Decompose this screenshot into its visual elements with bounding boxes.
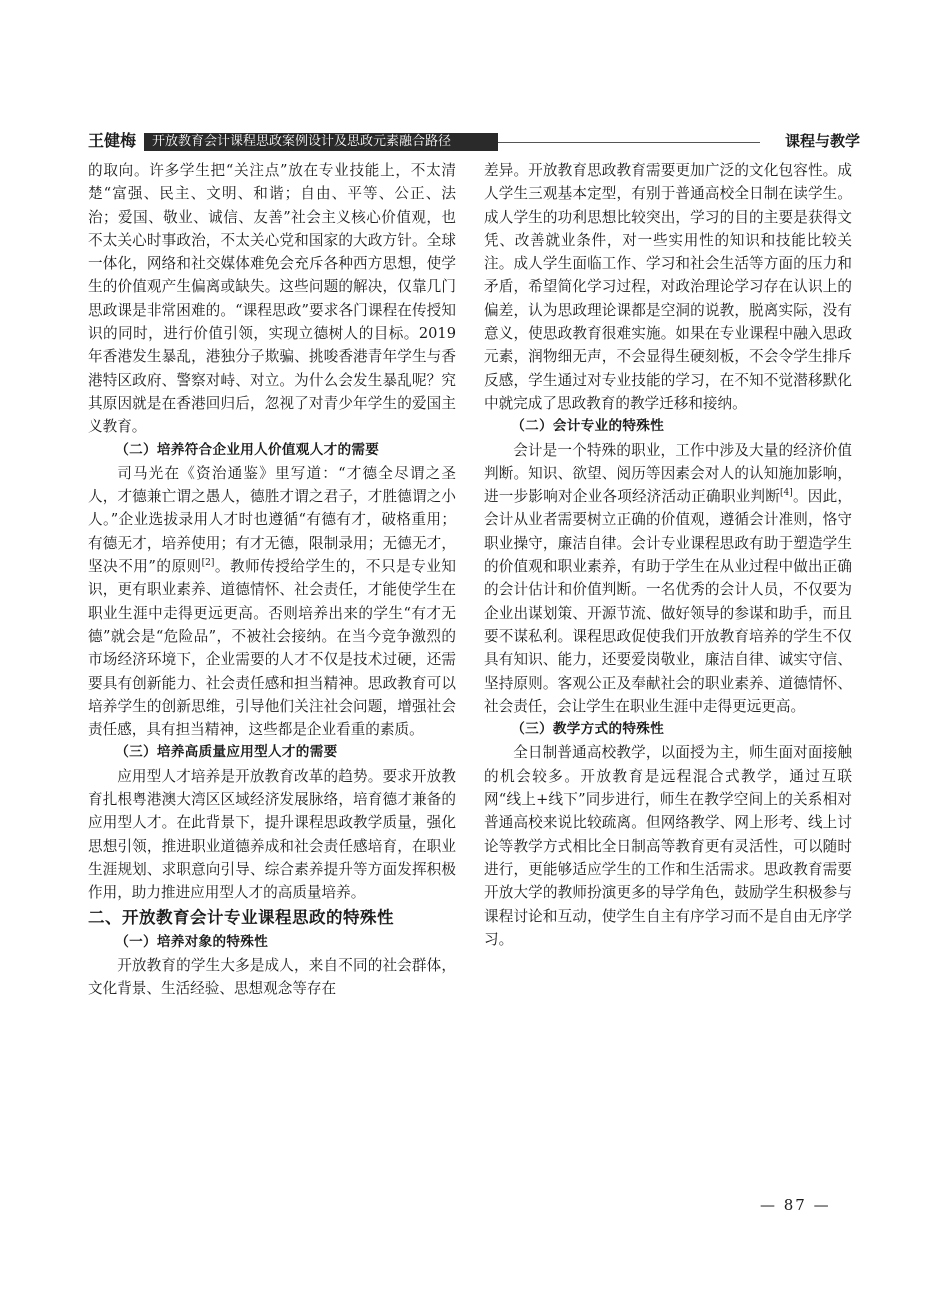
paragraph: 应用型人才培养是开放教育改革的趋势。要求开放教育扎根粤港澳大湾区区域经济发展脉络，培育德才兼备的应用型人才。在此背景下，提升课程思政教学质量，强化思想引领，推进职业道德养成和社会责任感培育，在职业生涯规划、求职意向引导、综合素养提升等方面发挥积极作用，助力推进应用型人才的高质量培养。: [88, 767, 456, 902]
subsection-heading: （三）培养高质量应用型人才的需要: [115, 744, 338, 761]
paragraph-text: 会计是一个特殊的职业，工作中涉及大量的经济价值判断。知识、欲望、阅历等因素会对人的认知施加影响，进一步影响对企业各项经济活动正确职业判断: [484, 441, 852, 506]
citation-ref: [4]: [780, 488, 793, 499]
citation-ref: [2]: [201, 558, 215, 569]
subsection-heading: （一）培养对象的特殊性: [115, 933, 269, 950]
subsection-heading: （二）培养符合企业用人价值观人才的需要: [115, 441, 380, 458]
paragraph: 开放教育的学生大多是成人，来自不同的社会群体，文化背景、生活经验、思想观念等存在: [88, 956, 456, 998]
running-header: [88, 131, 860, 151]
header-journal-section: 课程与教学: [784, 132, 860, 150]
paragraph-text: 司马光在《资治通鉴》里写道：“才德全尽谓之圣人，才德兼亡谓之愚人，德胜才谓之君子，才胜德谓之小人。”企业选拔录用人才时也遵循“有德有才，破格重用；有德无才，培养使用；有才无德，限制录用；无德无才，坚决不用”的原则: [88, 464, 456, 576]
paragraph: 全日制普通高校教学，以面授为主，师生面对面接触的机会较多。开放教育是远程混合式教学，通过互联网“线上+线下”同步进行，师生在教学空间上的关系相对普通高校来说比较疏离。但网络教学、网上形考、线上讨论等教学方式相比全日制高等教育更有灵活性，可以随时进行，更能够适应学生的工作和生活需求。思政教育需要开放大学的教师扮演更多的导学角色，鼓励学生积极参与课程讨论和互动，使学生自主有序学习而不是自由无序学习。: [484, 744, 852, 948]
page-number: — 87 —: [760, 1196, 831, 1214]
header-article-title: 开放教育会计课程思政案例设计及思政元素融合路径: [144, 133, 498, 151]
paragraph: 差异。开放教育思政教育需要更加广泛的文化包容性。成人学生三观基本定型，有别于普通高校全日制在读学生。成人学生的功利思想比较突出，学习的目的主要是获得文凭、改善就业条件，对一些实用性的知识和技能比较关注。成人学生面临工作、学习和社会生活等方面的压力和矛盾，希望简化学习过程，对政治理论学习存在认识上的偏差，认为思政理论课都是空洞的说教，脱离实际，没有意义，使思政教育很难实施。如果在专业课程中融入思政元素，润物细无声，不会显得生硬刻板，不会令学生排斥反感，学生通过对专业技能的学习，在不知不觉潜移默化中就完成了思政教育的教学迁移和接纳。: [484, 162, 852, 412]
paragraph: 的取向。许多学生把“关注点”放在专业技能上，不太清楚“富强、民主、文明、和谐；自由、平等、公正、法治；爱国、敬业、诚信、友善”社会主义核心价值观，也不太关心时事政治，不太关心党和国家的大政方针。全球一体化，网络和社交媒体难免会充斥各种西方思想，使学生的价值观产生偏离或缺失。这些问题的解决，仅靠几门思政课是非常困难的。“课程思政”要求各门课程在传授知识的同时，进行价值引领，实现立德树人的目标。2019 年香港发生暴乱，港独分子欺骗、挑唆香港青年学生与香港特区政府、警察对峙、对立。为什么会发生暴乱呢？究其原因就是在香港回归后，忽视了对青少年学生的爱国主义教育。: [88, 162, 456, 436]
paragraph-text: 。教师传授给学生的，不只是专业知识，更有职业素养、道德情怀、社会责任，才能使学生在职业生涯中走得更远更高。否则培养出来的学生“有才无德”就会是“危险品”，不被社会接纳。在当今竞争激烈的市场经济环境下，企业需要的人才不仅是技术过硬，还需要具有创新能力、社会责任感和担当精神。思政教育可以培养学生的创新思维，引导他们关注社会问题，增强社会责任感，具有担当精神，这些都是企业看重的素质。: [88, 558, 456, 739]
section-heading: 二、开放教育会计专业课程思政的特殊性: [88, 907, 394, 927]
left-column: [88, 159, 456, 1000]
paragraph-text: 。因此，会计从业者需要树立正确的价值观，遵循会计准则，恪守职业操守，廉洁自律。会计专业课程思政有助于塑造学生的价值观和职业素养，有助于学生在从业过程中做出正确的会计估计和价值判断。一名优秀的会计人员，不仅要为企业出谋划策、开源节流、做好领导的参谋和助手，而且要不谋私利。课程思政促使我们开放教育培养的学生不仅具有知识、能力，还要爱岗敬业，廉洁自律、诚实守信、坚持原则。客观公正及奉献社会的职业素养、道德情怀、社会责任，会让学生在职业生涯中走得更远更高。: [484, 488, 852, 715]
paragraph: [484, 439, 852, 719]
right-column: [484, 159, 852, 951]
subsection-heading: （三）教学方式的特殊性: [511, 721, 665, 738]
subsection-heading: （二）会计专业的特殊性: [511, 418, 665, 435]
header-author: 王健梅: [88, 131, 137, 150]
paragraph: [88, 462, 456, 742]
header-rule: [498, 142, 760, 143]
